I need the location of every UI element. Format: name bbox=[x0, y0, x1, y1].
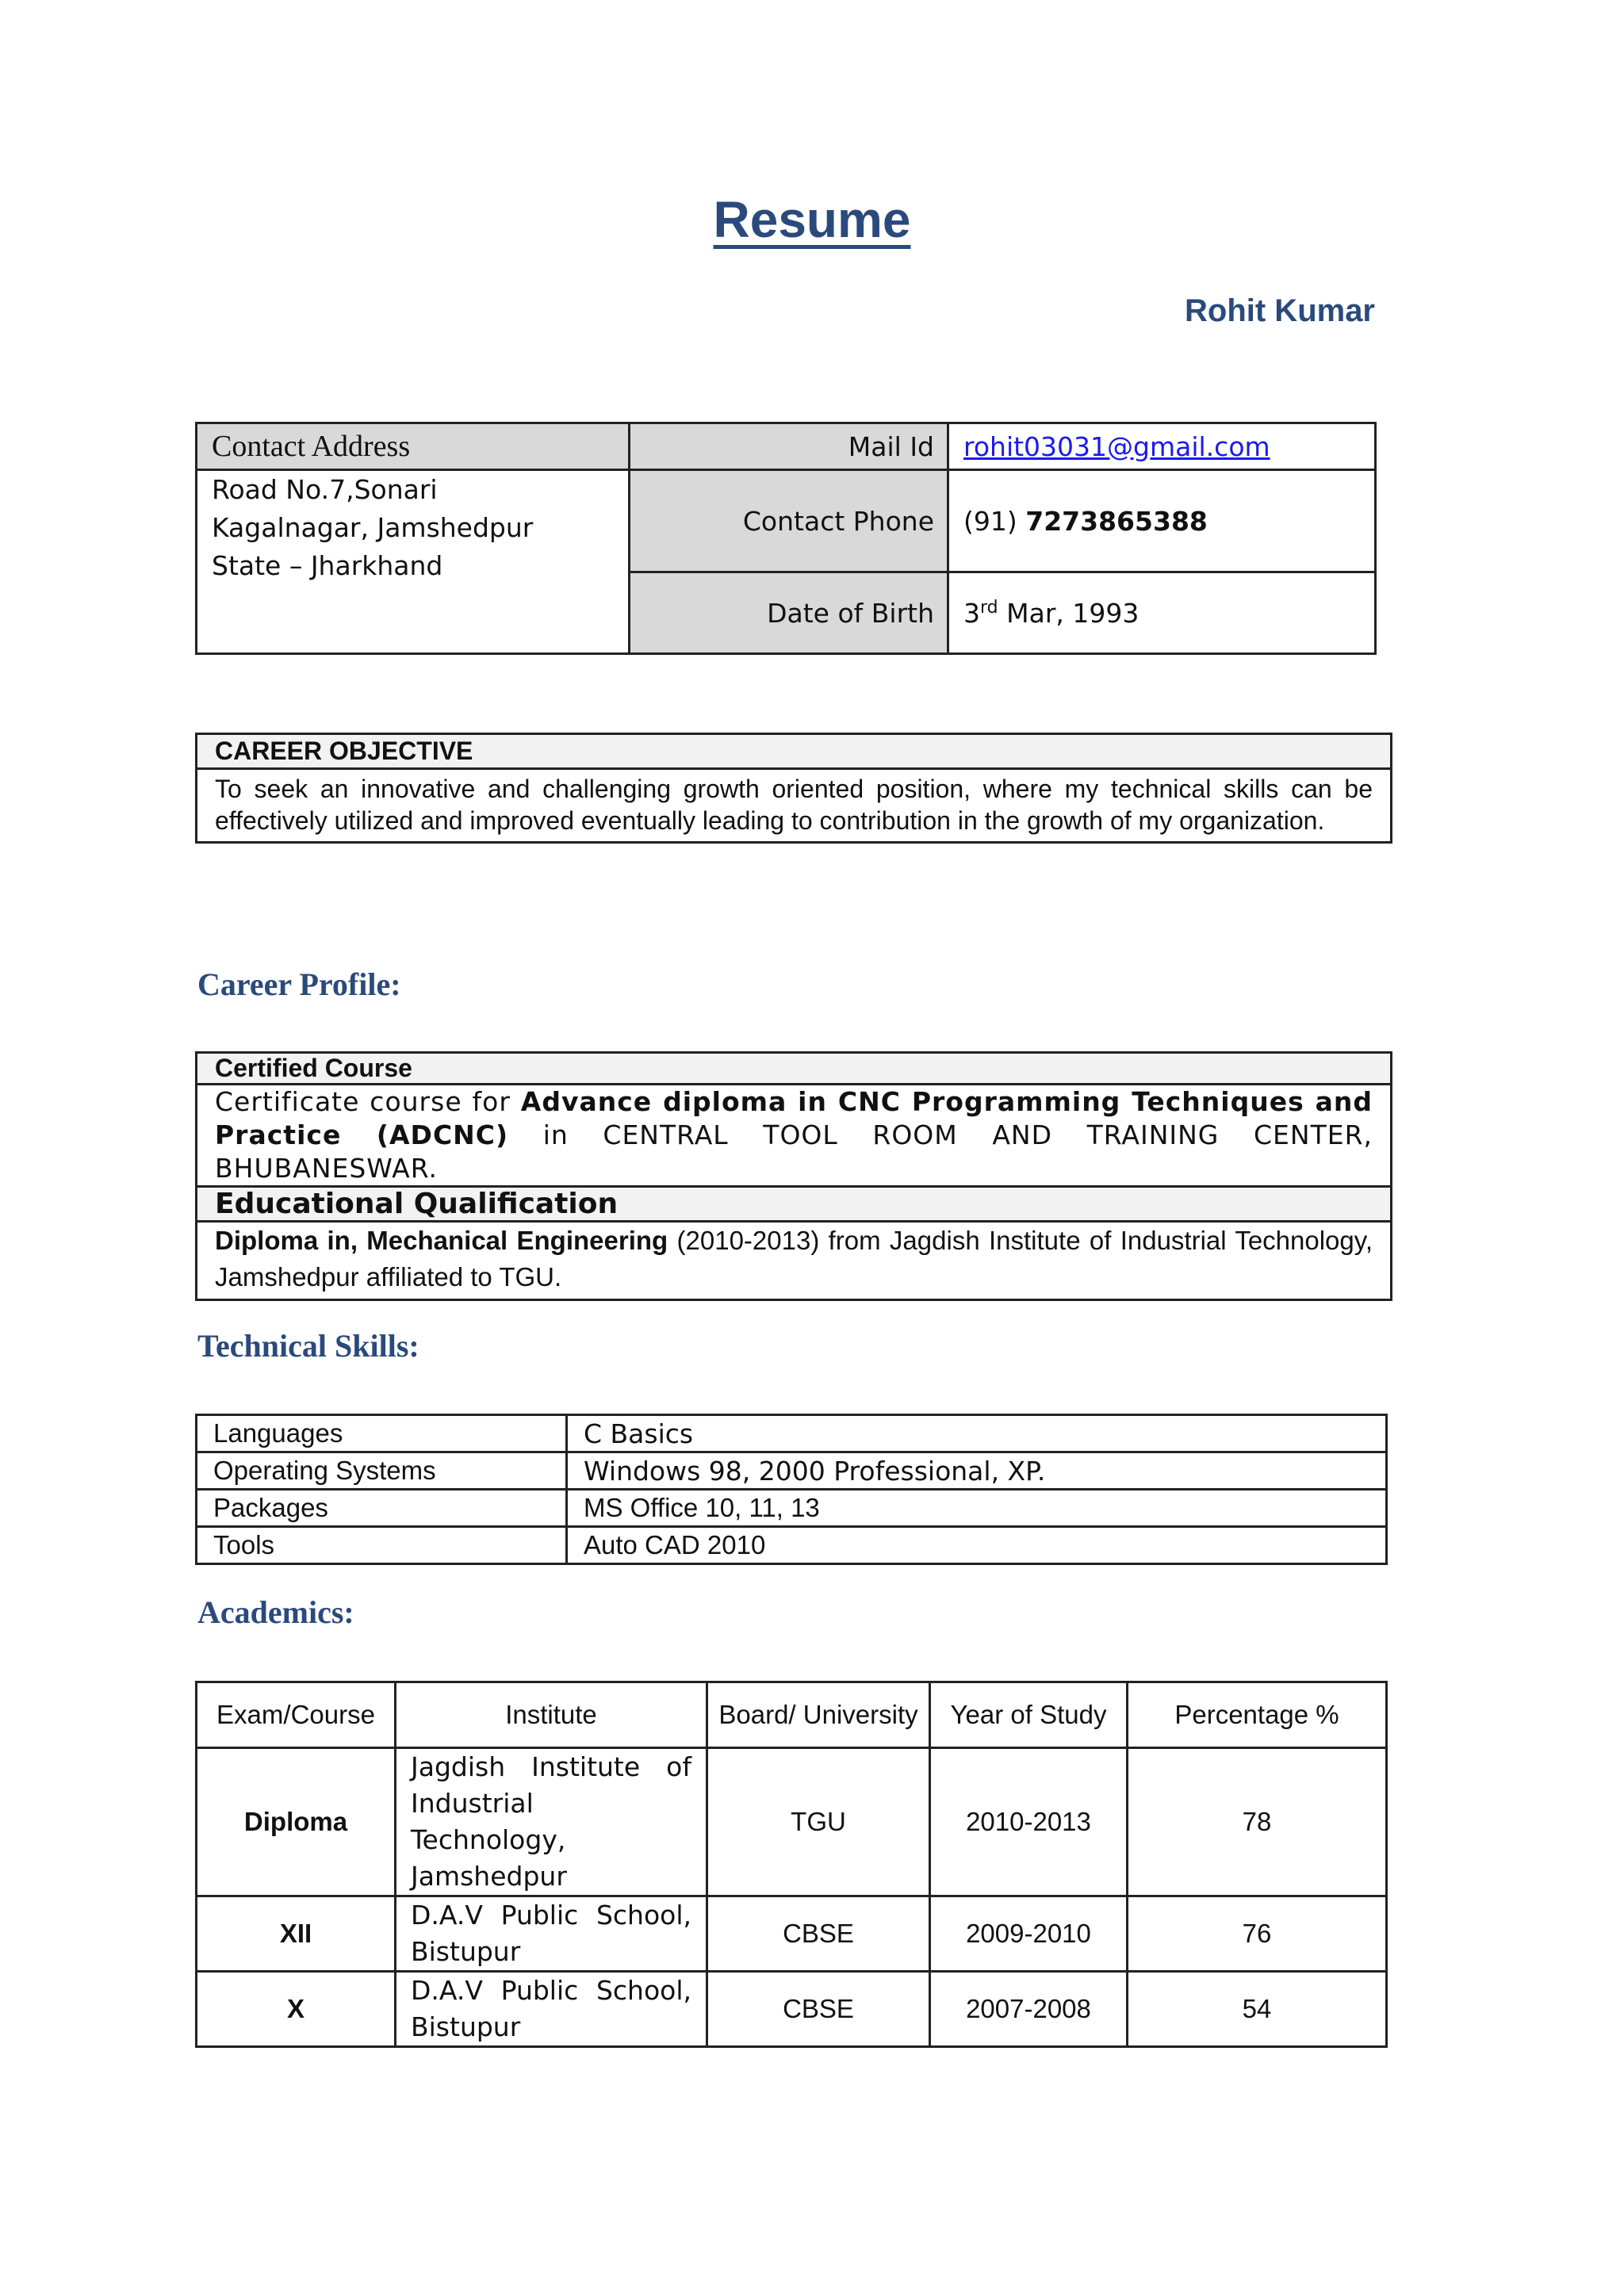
institute-cell: Jagdish Institute of Industrial Technology, Jamshedpur bbox=[396, 1748, 707, 1896]
column-header: Board/ University bbox=[707, 1682, 930, 1748]
career-objective-heading: CAREER OBJECTIVE bbox=[197, 735, 1390, 770]
career-objective-box bbox=[195, 733, 1392, 844]
skill-value: Auto CAD 2010 bbox=[567, 1527, 1387, 1564]
exam-cell: X bbox=[197, 1972, 396, 2047]
institute-cell: D.A.V Public School, Bistupur bbox=[396, 1972, 707, 2047]
column-header: Percentage % bbox=[1128, 1682, 1387, 1748]
skill-label: Languages bbox=[197, 1415, 567, 1452]
certified-course-text: Certificate course for Advance diploma in CNC Programming Techniques and Practice (ADCNC) in CENTRAL TOOL ROOM AND TRAINING CENTER, BHUBANESWAR. bbox=[215, 1086, 1373, 1184]
skill-label: Tools bbox=[197, 1527, 567, 1564]
dob-value: 3rd Mar, 1993 bbox=[948, 572, 1376, 654]
mail-label: Mail Id bbox=[630, 423, 948, 470]
table-header-row bbox=[197, 1682, 1387, 1748]
skill-value: C Basics bbox=[567, 1415, 1387, 1452]
education-heading: Educational Qualification bbox=[197, 1185, 1390, 1223]
board-cell: CBSE bbox=[707, 1896, 930, 1972]
page-title: Resume bbox=[713, 191, 911, 248]
board-cell: CBSE bbox=[707, 1972, 930, 2047]
address-line: Road No.7,Sonari bbox=[212, 474, 438, 505]
skills-table bbox=[195, 1414, 1388, 1565]
column-header: Year of Study bbox=[930, 1682, 1128, 1748]
table-row bbox=[197, 1415, 1387, 1452]
technical-skills-heading: Technical Skills: bbox=[197, 1328, 419, 1364]
contact-address bbox=[197, 470, 630, 654]
academics-heading: Academics: bbox=[197, 1594, 354, 1630]
career-profile-box bbox=[195, 1051, 1392, 1301]
table-row bbox=[197, 1972, 1387, 2047]
skill-value: Windows 98, 2000 Professional, XP. bbox=[567, 1452, 1387, 1490]
table-row bbox=[197, 1527, 1387, 1564]
skill-label: Packages bbox=[197, 1490, 567, 1527]
education-text: Diploma in, Mechanical Engineering (2010-2013) from Jagdish Institute of Industrial Technology, Jamshedpur affiliated to TGU. bbox=[215, 1226, 1373, 1292]
phone-value: (91) 7273865388 bbox=[948, 470, 1376, 572]
column-header: Institute bbox=[396, 1682, 707, 1748]
institute-cell: D.A.V Public School, Bistupur bbox=[396, 1896, 707, 1972]
skill-value: MS Office 10, 11, 13 bbox=[567, 1490, 1387, 1527]
table-row bbox=[197, 1490, 1387, 1527]
mail-link[interactable]: rohit03031@gmail.com bbox=[963, 430, 1270, 462]
table-row bbox=[197, 1748, 1387, 1896]
table-row bbox=[197, 1896, 1387, 1972]
dob-label: Date of Birth bbox=[630, 572, 948, 654]
percentage-cell: 76 bbox=[1128, 1896, 1387, 1972]
percentage-cell: 54 bbox=[1128, 1972, 1387, 2047]
exam-cell: Diploma bbox=[197, 1748, 396, 1896]
table-row bbox=[197, 1452, 1387, 1490]
career-objective-text: To seek an innovative and challenging growth oriented position, where my technical skills can be effectively utilized and improved eventually leading to contribution in the growth of my organization. bbox=[215, 775, 1373, 835]
phone-label: Contact Phone bbox=[630, 470, 948, 572]
board-cell: TGU bbox=[707, 1748, 930, 1896]
certified-course-heading: Certified Course bbox=[197, 1054, 1390, 1085]
address-line: Kagalnagar, Jamshedpur bbox=[212, 512, 534, 543]
year-cell: 2009-2010 bbox=[930, 1896, 1128, 1972]
contact-table bbox=[195, 422, 1377, 655]
skill-label: Operating Systems bbox=[197, 1452, 567, 1490]
contact-address-label: Contact Address bbox=[197, 423, 630, 470]
percentage-cell: 78 bbox=[1128, 1748, 1387, 1896]
career-profile-heading: Career Profile: bbox=[197, 966, 401, 1002]
exam-cell: XII bbox=[197, 1896, 396, 1972]
year-cell: 2010-2013 bbox=[930, 1748, 1128, 1896]
year-cell: 2007-2008 bbox=[930, 1972, 1128, 2047]
candidate-name: Rohit Kumar bbox=[1185, 293, 1375, 328]
academics-table bbox=[195, 1681, 1388, 2048]
mail-value bbox=[948, 423, 1376, 470]
address-line: State – Jharkhand bbox=[212, 550, 443, 581]
column-header: Exam/Course bbox=[197, 1682, 396, 1748]
